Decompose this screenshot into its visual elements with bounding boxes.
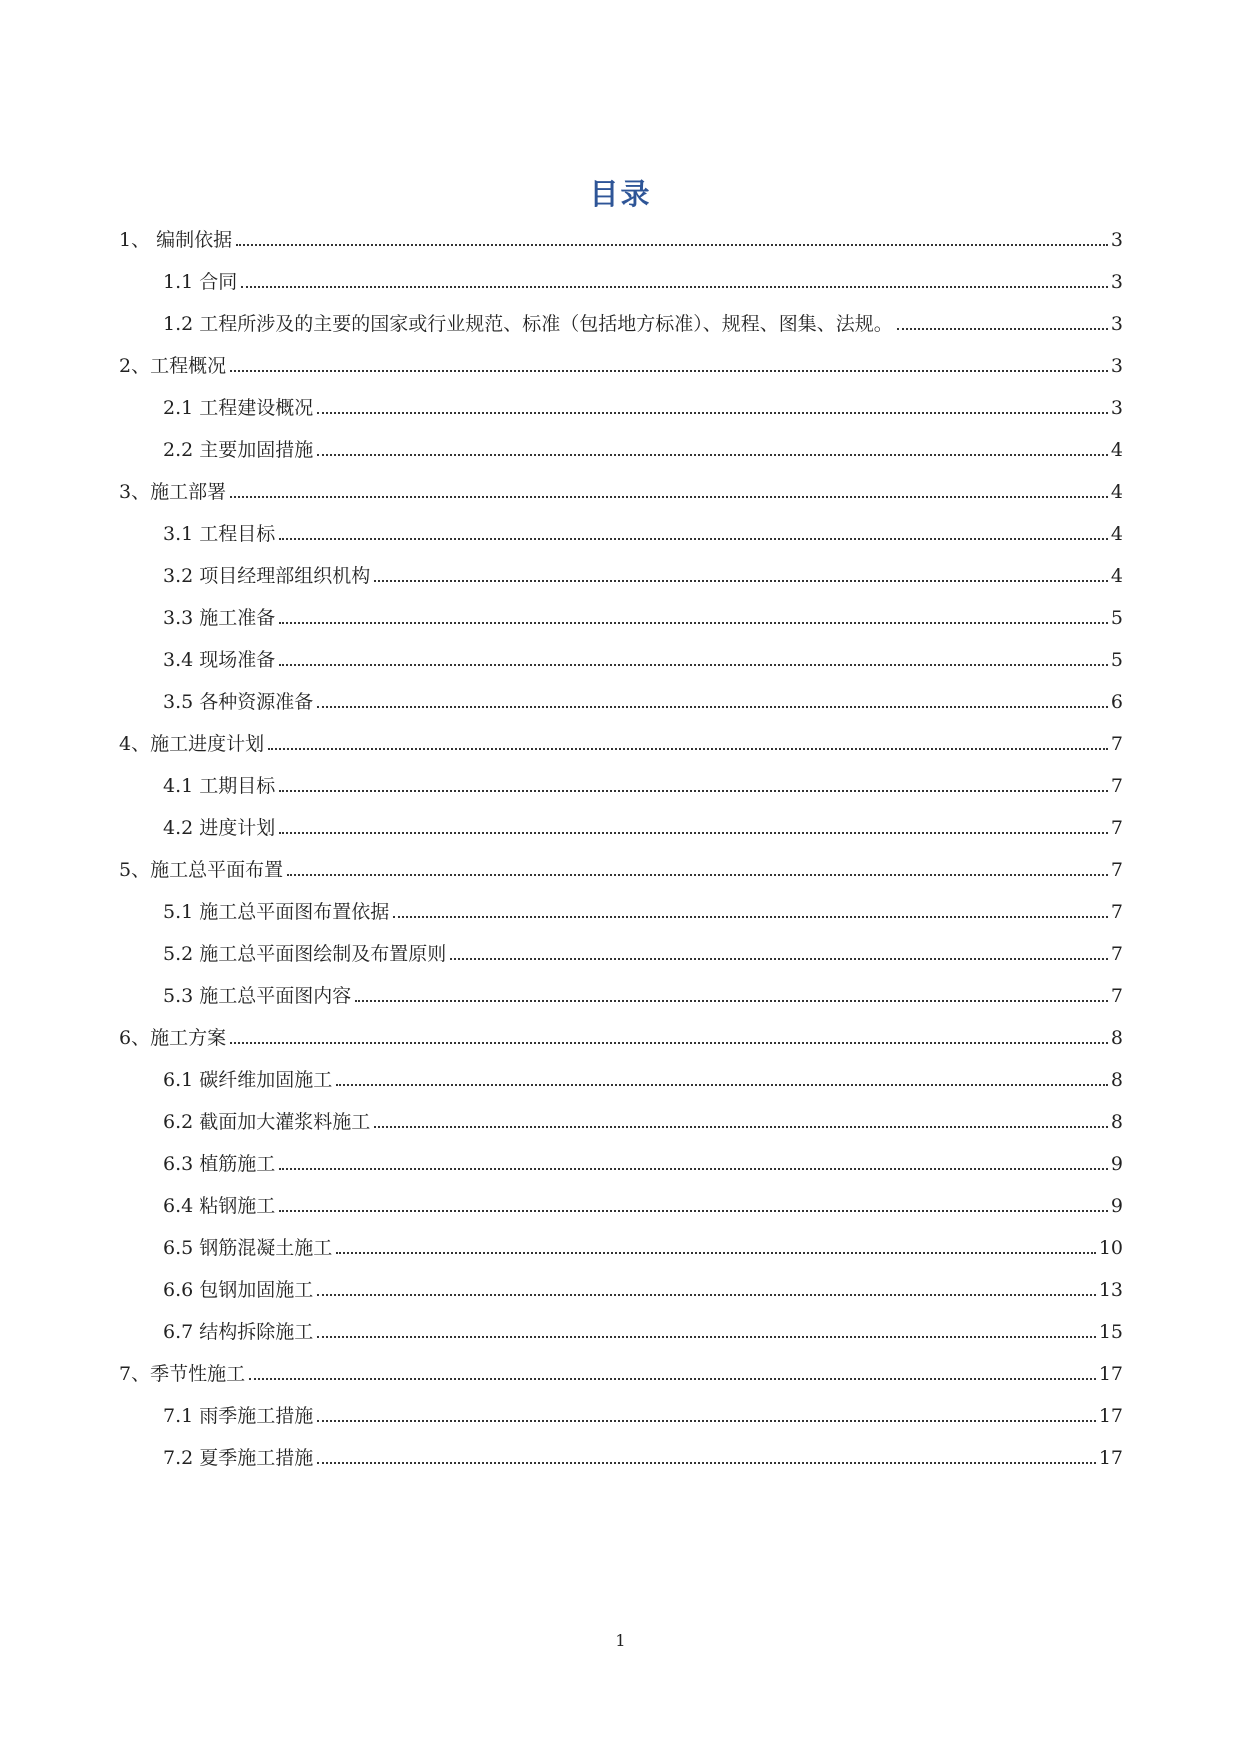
toc-entry-page: 5 [1110,607,1123,629]
toc-entry-label: 3.2 项目经理部组织机构 [163,565,371,587]
toc-entry-page: 7 [1110,859,1123,881]
toc-dot-leader [268,747,1108,750]
toc-dot-leader [287,873,1108,876]
toc-dot-leader [279,831,1108,834]
toc-dot-leader [230,369,1108,372]
toc-entry-page: 3 [1110,355,1123,377]
toc-entry-page: 7 [1110,817,1123,839]
toc-dot-leader [279,537,1108,540]
toc-entry-page: 6 [1110,691,1123,713]
toc-entry[interactable] [163,1146,1123,1176]
toc-entry-label: 4、施工进度计划 [119,733,265,755]
toc-entry[interactable] [163,390,1123,420]
toc-entry[interactable] [163,600,1123,630]
toc-entry[interactable] [119,222,1123,252]
toc-entry-label: 2.2 主要加固措施 [163,439,314,461]
toc-entry-page: 7 [1110,985,1123,1007]
toc-entry-page: 13 [1098,1279,1123,1301]
toc-entry-page: 9 [1110,1195,1123,1217]
toc-entry[interactable] [163,516,1123,546]
toc-entry-page: 7 [1110,733,1123,755]
toc-entry-page: 17 [1098,1363,1123,1385]
toc-entry[interactable] [163,1398,1123,1428]
toc-entry-label: 1、 编制依据 [119,229,233,251]
toc-entry[interactable] [163,1104,1123,1134]
toc-dot-leader [317,453,1108,456]
toc-dot-leader [279,789,1108,792]
toc-entry-label: 7.1 雨季施工措施 [163,1405,314,1427]
toc-entry[interactable] [163,684,1123,714]
toc-dot-leader [374,1125,1108,1128]
toc-dot-leader [236,243,1108,246]
toc-dot-leader [374,579,1108,582]
toc-dot-leader [336,1251,1096,1254]
toc-entry[interactable] [163,642,1123,672]
toc-entry-page: 3 [1110,271,1123,293]
toc-dot-leader [450,957,1108,960]
toc-entry[interactable] [163,432,1123,462]
toc-dot-leader [317,411,1108,414]
toc-dot-leader [317,1293,1096,1296]
toc-entry-label: 7、季节性施工 [119,1363,246,1385]
toc-entry-page: 5 [1110,649,1123,671]
toc-entry-page: 9 [1110,1153,1123,1175]
toc-entry[interactable] [163,1230,1123,1260]
toc-entry-page: 7 [1110,943,1123,965]
toc-dot-leader [393,915,1108,918]
toc-dot-leader [317,1461,1096,1464]
toc-entry-label: 6.6 包钢加固施工 [163,1279,314,1301]
toc-entry[interactable] [163,1440,1123,1470]
toc-entry-label: 4.2 进度计划 [163,817,276,839]
toc-entry[interactable] [119,1356,1123,1386]
toc-entry[interactable] [163,810,1123,840]
toc-dot-leader [279,663,1108,666]
toc-entry-label: 3、施工部署 [119,481,227,503]
toc-entry-page: 17 [1098,1447,1123,1469]
page-number: 1 [615,1631,626,1650]
toc-entry-page: 4 [1110,565,1123,587]
toc-entry-label: 6.3 植筋施工 [163,1153,276,1175]
toc-entry[interactable] [163,768,1123,798]
toc-entry-page: 8 [1110,1111,1123,1133]
toc-entry-page: 4 [1110,523,1123,545]
toc-entry-label: 2、工程概况 [119,355,227,377]
toc-entry-label: 3.5 各种资源准备 [163,691,314,713]
toc-entry-page: 3 [1110,397,1123,419]
toc-dot-leader [230,495,1108,498]
toc-entry[interactable] [119,1020,1123,1050]
toc-entry-page: 4 [1110,481,1123,503]
toc-entry-page: 8 [1110,1069,1123,1091]
toc-entry[interactable] [163,1062,1123,1092]
toc-entry-label: 5、施工总平面布置 [119,859,284,881]
toc-entry-page: 15 [1098,1321,1123,1343]
toc-entry[interactable] [163,264,1123,294]
toc-dot-leader [355,999,1108,1002]
toc-entry-label: 3.4 现场准备 [163,649,276,671]
toc-entry[interactable] [119,474,1123,504]
toc-entry-label: 1.2 工程所涉及的主要的国家或行业规范、标准（包括地方标准）、规程、图集、法规。 [163,313,893,335]
toc-entry[interactable] [163,558,1123,588]
toc-entry-label: 6.4 粘钢施工 [163,1195,276,1217]
toc-entry-label: 5.2 施工总平面图绘制及布置原则 [163,943,447,965]
toc-entry[interactable] [163,1272,1123,1302]
toc-entry-page: 7 [1110,775,1123,797]
toc-entry[interactable] [163,894,1123,924]
toc-entry[interactable] [119,726,1123,756]
toc-dot-leader [317,705,1108,708]
toc-entry-label: 3.3 施工准备 [163,607,276,629]
toc-entry-label: 7.2 夏季施工措施 [163,1447,314,1469]
toc-entry-page: 3 [1110,313,1123,335]
toc-entry-page: 8 [1110,1027,1123,1049]
page-title: 目录 [589,177,652,211]
toc-dot-leader [897,327,1108,330]
toc-dot-leader [279,621,1108,624]
toc-entry-label: 3.1 工程目标 [163,523,276,545]
toc-entry-label: 5.3 施工总平面图内容 [163,985,352,1007]
toc-entry[interactable] [163,978,1123,1008]
toc-entry-label: 4.1 工期目标 [163,775,276,797]
toc-entry-label: 6.5 钢筋混凝土施工 [163,1237,333,1259]
toc-entry-page: 3 [1110,229,1123,251]
toc-entry[interactable] [163,1314,1123,1344]
toc-entry[interactable] [163,936,1123,966]
toc-entry-page: 10 [1098,1237,1123,1259]
toc-entry-label: 6.2 截面加大灌浆料施工 [163,1111,371,1133]
toc-entry-label: 6.1 碳纤维加固施工 [163,1069,333,1091]
toc-entry-page: 17 [1098,1405,1123,1427]
toc-dot-leader [317,1419,1096,1422]
toc-dot-leader [279,1209,1108,1212]
toc-dot-leader [317,1335,1096,1338]
toc-dot-leader [336,1083,1108,1086]
toc-dot-leader [230,1041,1108,1044]
toc-dot-leader [241,285,1108,288]
toc-entry[interactable] [119,348,1123,378]
toc-entry-label: 5.1 施工总平面图布置依据 [163,901,390,923]
toc-entry-page: 4 [1110,439,1123,461]
toc-entry[interactable] [163,1188,1123,1218]
toc-dot-leader [279,1167,1108,1170]
toc-entry-page: 7 [1110,901,1123,923]
toc-entry[interactable] [163,306,1123,336]
toc-dot-leader [249,1377,1096,1380]
toc-entry-label: 2.1 工程建设概况 [163,397,314,419]
toc-entry-label: 6、施工方案 [119,1027,227,1049]
toc-entry-label: 6.7 结构拆除施工 [163,1321,314,1343]
toc-entry[interactable] [119,852,1123,882]
toc-entry-label: 1.1 合同 [163,271,238,293]
